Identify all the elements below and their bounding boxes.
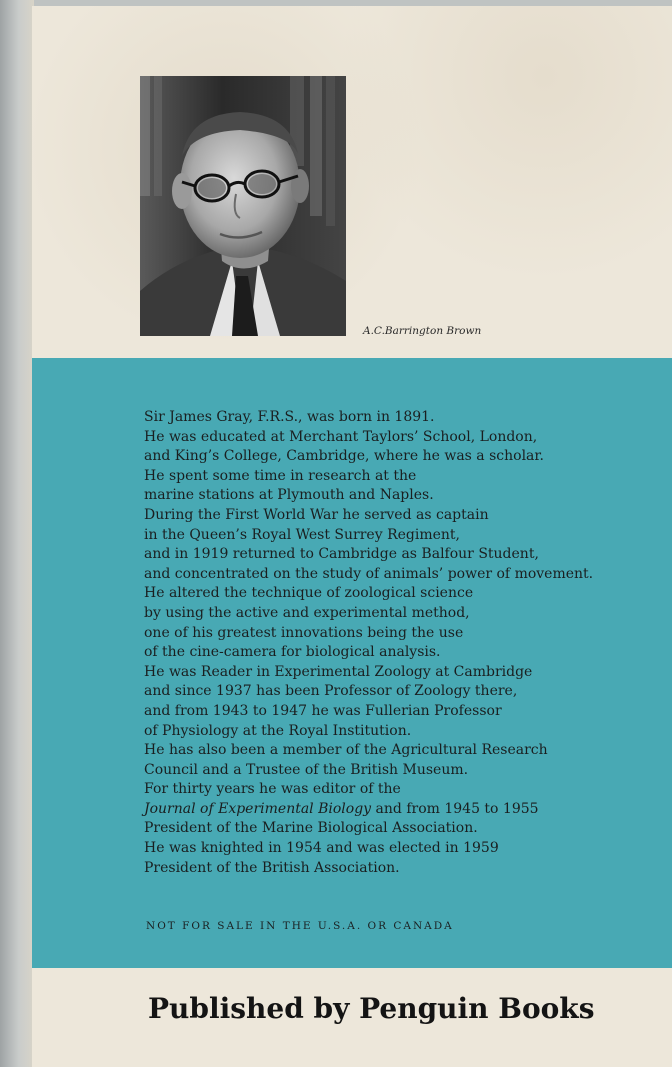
bio-line: by using the active and experimental method, [144,604,470,621]
bio-line: and King’s College, Cambridge, where he was a scholar. [144,448,545,465]
bio-line: For thirty years he was editor of the [144,781,401,798]
bio-line: and from 1943 to 1947 he was Fullerian Professor [144,702,502,719]
bio-line: He was knighted in 1954 and was elected in 1959 [144,840,499,857]
bio-line: During the First World War he served as captain [144,506,489,523]
publisher-credit: Published by Penguin Books [148,992,595,1025]
bio-line: He was Reader in Experimental Zoology at Cambridge [144,663,533,680]
bio-line: and since 1937 has been Professor of Zoology there, [144,683,518,700]
bio-line: one of his greatest innovations being the use [144,624,464,641]
publisher-panel [32,968,672,1067]
photo-credit: A.C.Barrington Brown [363,325,482,337]
bio-line: and concentrated on the study of animals’ power of movement. [144,565,594,582]
back-cover [32,6,672,1067]
bio-line: and in 1919 returned to Cambridge as Balfour Student, [144,546,539,563]
bio-line: of the cine-camera for biological analysis. [144,644,441,661]
journal-title: Journal of Experimental Biology [144,800,372,817]
portrait-illustration [140,76,346,336]
author-biography-panel [32,358,672,968]
bio-line: President of the Marine Biological Association. [144,820,478,837]
bio-line: of Physiology at the Royal Institution. [144,722,412,739]
author-photo-panel [32,6,672,358]
bio-line: He was educated at Merchant Taylors’ School, London, [144,428,538,445]
bio-line: in the Queen’s Royal West Surrey Regiment, [144,526,460,543]
bio-line: He spent some time in research at the [144,467,417,484]
bio-line: He altered the technique of zoological science [144,585,474,602]
bio-line: Council and a Trustee of the British Museum. [144,761,469,778]
bio-line: He has also been a member of the Agricultural Research [144,742,548,759]
bio-line: President of the British Association. [144,859,400,876]
bio-line-journal [144,800,664,820]
sale-restriction-notice: NOT FOR SALE IN THE U.S.A. OR CANADA [146,920,454,932]
author-portrait-photo [140,76,346,336]
journal-line-rest: and from 1945 to 1955 [371,800,539,817]
bio-line: Sir James Gray, F.R.S., was born in 1891. [144,409,435,425]
bio-line: marine stations at Plymouth and Naples. [144,487,434,504]
author-biography [144,408,664,878]
scan-edge-shadow [0,0,34,1067]
